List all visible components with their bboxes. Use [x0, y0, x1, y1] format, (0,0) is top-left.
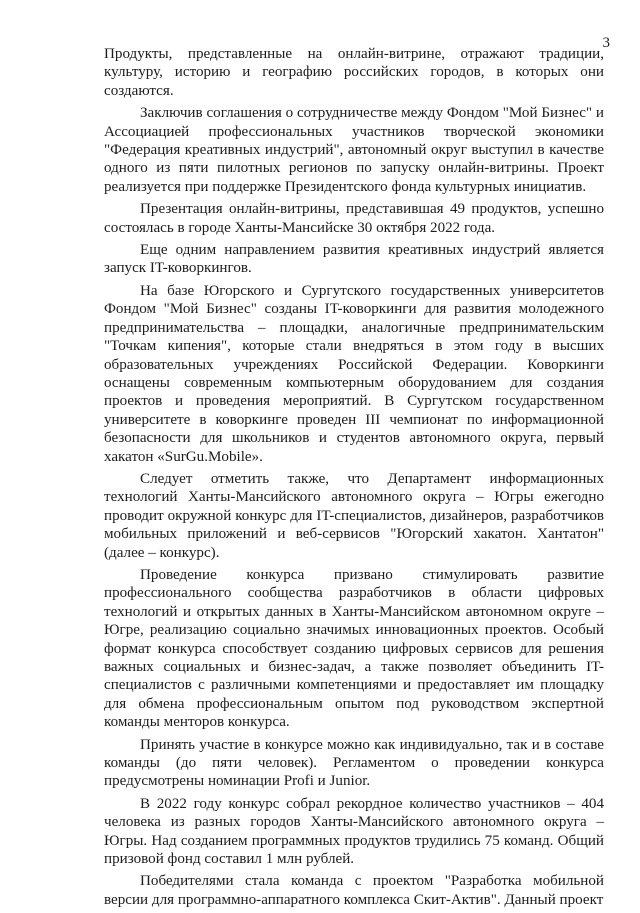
paragraph-7: Проведение конкурса призвано стимулировать развитие профессионального сообщества разработчиков в области цифровых технологий и открытых данных в Ханты-Мансийском автономном округе – Югре, реализацию социально значимых инновационных проектов. Особый формат конкурса способствует созданию цифровых сервисов для решения важных социальных и бизнес-задач, а также позволяет объединить IT-специалистов с различными компетенциями и предоставляет им площадку для обмена профессиональным опытом под руководством экспертной команды менторов конкурса. — [104, 566, 604, 731]
paragraph-6: Следует отметить также, что Департамент информационных технологий Ханты-Мансийского автономного округа – Югры ежегодно проводит окружной конкурс для IT-специалистов, дизайнеров, разработчиков мобильных приложений и веб-сервисов "Югорский хакатон. Хантатон" (далее – конкурс). — [104, 470, 604, 561]
page-number: 3 — [602, 35, 610, 51]
document-body — [104, 45, 604, 913]
paragraph-10: Победителями стала команда с проектом "Разработка мобильной версии для программно-аппаратного комплекса Скит-Актив". Данный проект — [104, 873, 604, 908]
paragraph-2: Заключив соглашения о сотрудничестве между Фондом "Мой Бизнес" и Ассоциацией профессиональных участников творческой экономики "Федерация креативных индустрий", автономный округ выступил в качестве одного из пяти пилотных регионов по запуску онлайн-витрины. Проект реализуется при поддержке Президентского фонда культурных инициатив. — [104, 105, 604, 195]
paragraph-1: Продукты, представленные на онлайн-витрине, отражают традиции, культуру, историю и географию российских городов, в которых они создаются. — [104, 46, 604, 99]
paragraph-5: На базе Югорского и Сургутского государственных университетов Фондом "Мой Бизнес" созданы IT-коворкинги для развития молодежного предпринимательства – площадки, аналогичные предпринимательским "Точкам кипения", которые стали внедряться в этом году в высших образовательных учреждениях Российской Федерации. Коворкинги оснащены современным компьютерным оборудованием для создания проектов и проведения мероприятий. В Сургутском государственном университете в коворкинге проведен III чемпионат по информационной безопасности для школьников и студентов автономного округа, первый хакатон «SurGu.Mobile». — [104, 282, 604, 465]
paragraph-4: Еще одним направлением развития креативных индустрий является запуск IT-коворкингов. — [104, 242, 604, 277]
paragraph-3: Презентация онлайн-витрины, представившая 49 продуктов, успешно состоялась в городе Ханты-Мансийске 30 октября 2022 года. — [104, 201, 604, 236]
paragraph-9: В 2022 году конкурс собрал рекордное количество участников – 404 человека из разных городов Ханты-Мансийского автономного округа – Югры. Над созданием программных продуктов трудились 75 команд. Общий призовой фонд составил 1 млн рублей. — [104, 795, 604, 868]
paragraph-8: Принять участие в конкурсе можно как индивидуально, так и в составе команды (до пяти человек). Регламентом о проведении конкурса предусмотрены номинации Profi и Junior. — [104, 736, 604, 790]
